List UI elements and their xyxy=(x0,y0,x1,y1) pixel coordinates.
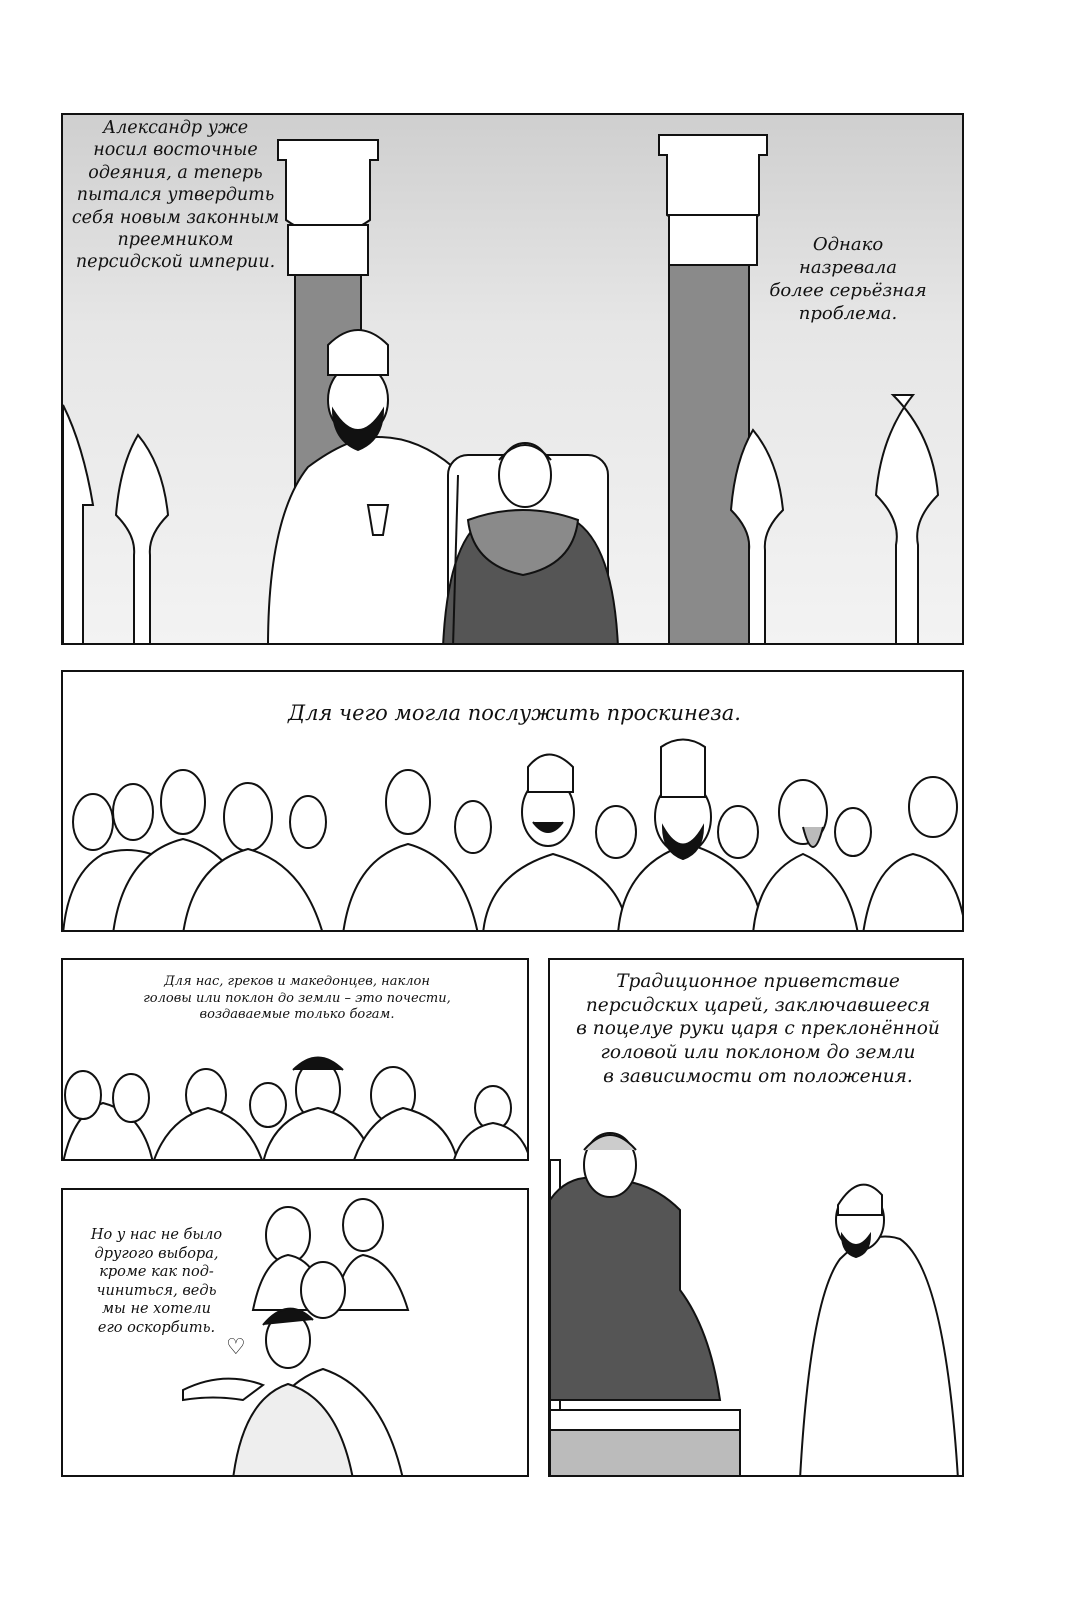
panel-greeks-reaction xyxy=(61,958,529,1161)
caption-submission: Но у нас не было другого выбора, кроме как под- чиниться, ведь мы не хотели его оскорбить. xyxy=(90,1227,223,1336)
panel-no-choice xyxy=(61,1188,529,1477)
caption-narration-right: Однако назревала более серьёзная проблема. xyxy=(769,234,927,325)
caption-narration-left: Александр уже носил восточные одеяния, а теперь пытался утвердить себя новым законным преемником персидской империи. xyxy=(71,118,280,273)
caption-greeks-honor: Для нас, греков и македонцев, наклон головы или поклон до земли – это почести, воздаваемые только богам. xyxy=(143,974,451,1023)
panel-courtiers-lineup xyxy=(61,670,964,932)
caption-persian-tradition: Традиционное приветствие персидских царей, заключавшееся в поцелуе руки царя с преклонённой головой или поклоном до земли в зависимости от положения. xyxy=(576,971,940,1087)
panel-throne-room xyxy=(61,113,964,645)
caption-proskynesis: Для чего могла послужить проскинеза. xyxy=(288,701,741,725)
heart-icon: ♡ xyxy=(226,1335,246,1360)
panel-persian-greeting xyxy=(548,958,964,1477)
